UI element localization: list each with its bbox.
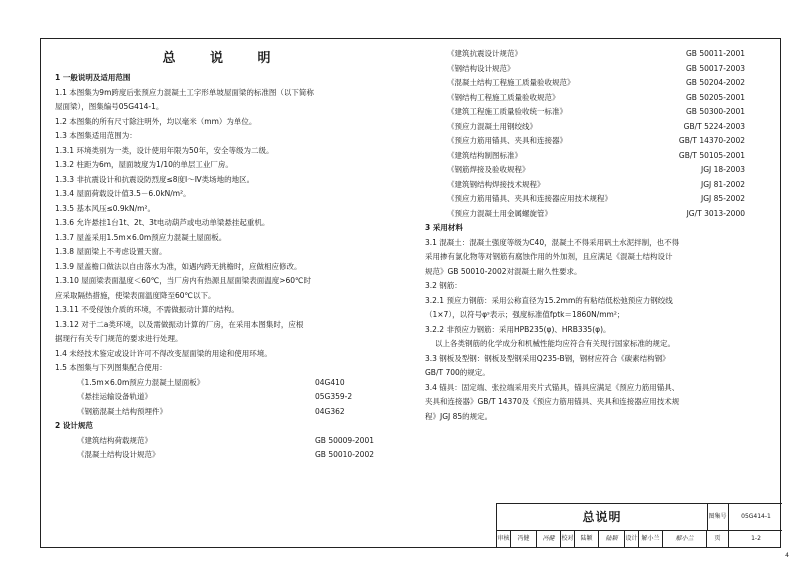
reviewer-signature: 冯健 [537,530,561,548]
paragraph-line: 1.3.8 屋面梁上不考虑设置天窗。 [55,247,167,256]
reference-title: 《预应力筋用锚具、夹具和连接器》 [447,136,567,145]
reference-title: 《建筑钢结构焊接技术规程》 [447,179,545,189]
paragraph-line: 1.3.5 基本风压≤0.9kN/m²。 [55,203,155,213]
paragraph-line: 3.4 锚具：固定端、张拉端采用夹片式锚具，锚具应满足《预应力筋用锚具、 [425,382,680,392]
reference-line [425,120,765,135]
paragraph-line: 夹具和连接器》GB/T 14370及《预应力筋用锚具、夹具和连接器应用技术规 [425,397,680,406]
review-label: 审核 [497,530,511,548]
reference-title: 《预应力混凝土用金属螺旋管》 [447,208,552,218]
reference-title: 《混凝土结构设计规范》 [77,450,160,459]
section-heading: 2 设计规范 [55,421,93,430]
reviewer-name: 冯健 [511,530,537,548]
reference-line [425,62,765,77]
reference-line [55,448,393,463]
reference-code: GB/T 50105-2001 [678,150,745,160]
paragraph-line: 1.3.7 屋盖采用1.5m×6.0m预应力混凝土屋面板。 [55,232,227,242]
page-label: 页 [707,530,729,548]
reference-title: 《建筑工程施工质量验收统一标准》 [447,107,567,116]
left-column [55,39,393,463]
reference-code: GB 50010-2002 [315,450,374,459]
reference-title: 《建筑抗震设计规范》 [447,49,522,58]
paragraph-line: 采用掺有氯化物等对钢筋有腐蚀作用的外加剂，且应满足《混凝土结构设计 [425,252,673,261]
paragraph-line: 3.3 钢板及型钢：钢板及型钢采用Q235-B钢，钢材应符合《碳素结构钢》 [425,353,670,363]
reference-line [425,149,765,164]
paragraph-line: 以上各类钢筋的化学成分和机械性能均应符合有关现行国家标准的规定。 [435,339,675,348]
designer-signature: 解小兰 [663,530,707,548]
reference-line [55,390,393,405]
reference-line [55,434,393,449]
paragraph-line: 1.3.4 屋面荷载设计值3.5－6.0kN/m²。 [55,189,191,198]
reference-title: 《钢结构设计规范》 [447,63,515,73]
paragraph-line: 屋面梁），图集编号05G414-1。 [55,102,164,111]
reference-title: 《钢结构工程施工质量验收规范》 [447,92,560,102]
reference-line [425,105,765,120]
reference-title: 《1.5m×6.0m预应力混凝土屋面板》 [77,377,205,387]
section-heading: 3 采用材料 [425,223,463,232]
reference-line [55,376,393,391]
paragraph-line: 1.3.1 环境类别为一类，设计使用年限为50年，安全等级为二级。 [55,145,274,155]
reference-code: GB 50011-2001 [686,49,745,58]
reference-title: 《建筑结构荷载规范》 [77,435,152,445]
reference-code: 05G359-2 [315,392,353,401]
reference-line [55,405,393,420]
reference-code: JGJ 85-2002 [701,194,745,203]
paragraph-line: 1.3.2 柱距为6m，屋面坡度为1/10的单层工业厂房。 [55,160,233,169]
design-label: 设计 [625,530,639,548]
reference-line [425,134,765,149]
reference-code: GB 50205-2001 [686,92,745,102]
reference-line [425,178,765,193]
checker-signature: 陆颖 [599,530,625,548]
paragraph-line: 1.2 本图集的所有尺寸除注明外，均以毫米（mm）为单位。 [55,116,257,126]
right-column [425,47,765,424]
atlas-number-value: 05G414-1 [741,513,771,520]
paragraph-line: 1.1 本图集为9m跨度后张预应力混凝土工字形单坡屋面梁的标准图（以下简称 [55,87,314,97]
paragraph-line: 1.3 本图集适用范围为： [55,131,137,140]
atlas-number-label: 图集号 [707,504,729,530]
paragraph-line: 1.3.3 非抗震设计和抗震设防烈度≤8度Ⅰ～Ⅳ类场地的地区。 [55,174,255,184]
reference-title: 《预应力混凝土用钢绞线》 [447,121,537,131]
paragraph-line: 3.2 钢筋： [425,281,462,290]
paragraph-line: 1.4 未经技术鉴定或设计许可不得改变屋面梁的用途和使用环境。 [55,348,272,358]
paragraph-line: 1.3.9 屋盖檐口做法以自由落水为准，如遇内跨无挑檐时，应做相应修改。 [55,261,302,271]
paragraph-line: （1×7），以符号φˢ表示；强度标准值fptk＝1860N/mm²； [425,310,625,319]
reference-code: 04G362 [315,406,345,416]
title-block-title: 总说明 [497,504,708,530]
paragraph-line: 1.3.11 不受侵蚀介质的环境，不需做振动计算的结构。 [55,305,239,314]
reference-line [425,192,765,207]
reference-code: JGJ 81-2002 [701,179,745,189]
reference-code: GB 50204-2002 [686,78,745,87]
paragraph-line: 据现行有关专门规范的要求进行处理。 [55,334,183,343]
paragraph-line: GB/T 700的规定。 [425,368,490,377]
reference-code: GB 50300-2001 [686,107,745,116]
page-title: 总 说 明 [162,51,286,66]
sheet-number: 4 [785,552,789,559]
reference-code: JGJ 18-2003 [701,165,745,174]
check-label: 校对 [561,530,575,548]
paragraph-line: 规范》GB 50010-2002对混凝土耐久性要求。 [425,266,582,276]
reference-code: GB 50009-2001 [315,435,374,445]
reference-line [425,163,765,178]
reference-code: 04G410 [315,377,345,387]
paragraph-line: 程》JGJ 85的规定。 [425,411,493,421]
right-text-block [425,47,765,424]
drawing-frame [40,38,781,548]
reference-code: JG/T 3013-2000 [686,208,745,218]
left-text-block [55,71,393,463]
reference-title: 《悬挂运输设备轨道》 [77,392,152,401]
paragraph-line: 1.3.10 屋面梁表面温度＜60℃，当厂房内有热源且屋面梁表面温度>60℃时 [55,276,311,285]
reference-title: 《混凝土结构工程施工质量验收规范》 [447,78,575,87]
checker-name: 陆颖 [575,530,599,548]
paragraph-line: 3.2.2 非预应力钢筋：采用HPB235(φ)、HRB335(φ)。 [425,324,611,334]
title-block-top-row [497,504,782,531]
reference-line [425,91,765,106]
reference-title: 《钢筋焊接及验收规程》 [447,165,530,174]
reference-code: GB/T 14370-2002 [678,136,745,145]
reference-code: GB 50017-2003 [686,63,745,73]
page-number: 1-2 [751,535,761,542]
paragraph-line: 3.2.1 预应力钢筋：采用公称直径为15.2mm的有粘结低松弛预应力钢绞线 [425,295,673,305]
designer-name: 解小兰 [639,530,663,548]
reference-line [425,47,765,62]
reference-code: GB/T 5224-2003 [683,121,745,131]
reference-line [425,207,765,222]
reference-line [425,76,765,91]
paragraph-line: 1.3.6 允许悬挂1台1t、2t、3t电动葫芦或电动单梁悬挂起重机。 [55,218,270,227]
title-block [496,503,782,547]
reference-title: 《建筑结构制图标准》 [447,150,522,160]
section-heading: 1 一般说明及适用范围 [55,73,131,82]
paragraph-line: 3.1 混凝土：混凝土强度等级为C40，混凝土不得采用矾土水泥拌制，也不得 [425,237,680,247]
paragraph-line: 1.3.12 对于二a类环境，以及需做振动计算的厂房，在采用本图集时，应根 [55,319,304,329]
title-block-bottom-row [497,530,782,548]
reference-title: 《预应力筋用锚具、夹具和连接器应用技术规程》 [447,194,612,203]
paragraph-line: 1.5 本图集与下列图集配合使用： [55,363,167,372]
paragraph-line: 应采取隔热措施，使梁表面温度降至60℃以下。 [55,290,216,300]
reference-title: 《钢筋混凝土结构预埋件》 [77,406,167,416]
